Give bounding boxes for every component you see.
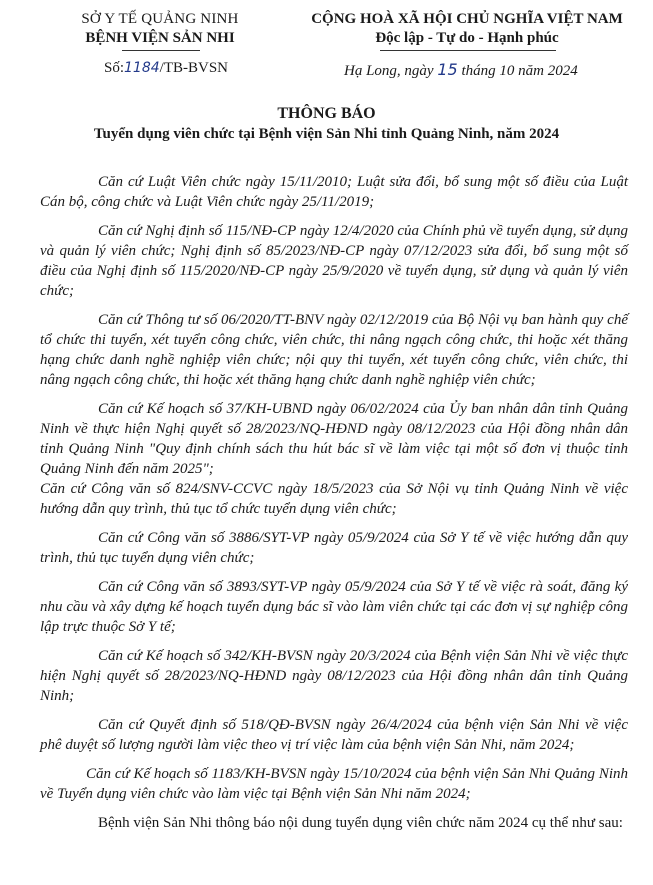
- paragraph: Căn cứ Luật Viên chức ngày 15/11/2010; Luật sửa đổi, bổ sung một số điều của Luật Cán bộ, công chức và Luật Viên chức ngày 25/11/2019;: [40, 174, 628, 210]
- place-date: [344, 60, 578, 80]
- issuer-block: [40, 10, 280, 48]
- paragraph: Căn cứ Kế hoạch số 1183/KH-BVSN ngày 15/10/2024 của bệnh viện Sản Nhi Quảng Ninh về Tuyển dụng viên chức vào làm việc tại Bệnh viện Sản Nhi năm 2024;: [40, 766, 628, 802]
- paragraph: Căn cứ Quyết định số 518/QĐ-BVSN ngày 26/4/2024 của bệnh viện Sản Nhi về việc phê duyệt số lượng người làm việc theo vị trí việc làm của bệnh viện Sản Nhi, năm 2024;: [40, 717, 628, 753]
- place-date-suffix: tháng 10 năm 2024: [461, 63, 578, 79]
- document-number: [104, 60, 228, 77]
- document-subtitle: Tuyển dụng viên chức tại Bệnh viện Sản Nhi tỉnh Quảng Ninh, năm 2024: [93, 126, 560, 142]
- document-title: THÔNG BÁO: [277, 105, 376, 122]
- national-header: [294, 10, 640, 48]
- paragraph: Căn cứ Thông tư số 06/2020/TT-BNV ngày 02/12/2019 của Bộ Nội vụ ban hành quy chế tổ chức thi tuyển, xét tuyển công chức, viên chức, thi nâng ngạch công chức, thi hoặc xét thăng hạng chức danh nghề nghiệp viên chức; nội quy thi tuyển, xét tuyển công chức, viên chức, thi nâng ngạch công chức, thi hoặc xét thăng hạng chức danh nghề nghiệp viên chức;: [40, 312, 628, 388]
- nation-name: CỘNG HOÀ XÃ HỘI CHỦ NGHĨA VIỆT NAM: [311, 11, 623, 27]
- doc-number-suffix: /TB-BVSN: [159, 60, 228, 76]
- place-date-prefix: Hạ Long, ngày: [344, 63, 434, 79]
- doc-number-handwritten: 1184: [124, 60, 160, 76]
- paragraph: Căn cứ Kế hoạch số 37/KH-UBND ngày 06/02/2024 của Ủy ban nhân dân tỉnh Quảng Ninh về thực hiện Nghị quyết số 28/2023/NQ-HĐND ngày 08/12/2023 của Hội đồng nhân dân tỉnh Quảng Ninh "Quy định chính sách thu hút bác sĩ về làm việc tại một số đơn vị thuộc tỉnh Quảng Ninh đến năm 2025";: [40, 401, 628, 477]
- motto-underline: [380, 50, 556, 51]
- day-handwritten: 15: [437, 60, 458, 79]
- paragraph: Căn cứ Kế hoạch số 342/KH-BVSN ngày 20/3/2024 của Bệnh viện Sản Nhi về việc thực hiện Nghị quyết số 28/2023/NQ-HĐND ngày 08/12/2023 của Hội đồng nhân dân tỉnh Quảng Ninh;: [40, 648, 628, 704]
- doc-number-prefix: Số:: [104, 60, 125, 76]
- organization-name: BỆNH VIỆN SẢN NHI: [85, 30, 235, 46]
- paragraph-intro: Bệnh viện Sản Nhi thông báo nội dung tuyển dụng viên chức năm 2024 cụ thể như sau:: [98, 815, 623, 831]
- document-body: [40, 172, 628, 842]
- paragraph: Căn cứ Công văn số 3893/SYT-VP ngày 05/9/2024 của Sở Y tế về việc rà soát, đăng ký nhu cầu và xây dựng kế hoạch tuyển dụng bác sĩ vào làm viên chức tại các đơn vị sự nghiệp công lập trực thuộc Sở Y tế;: [40, 579, 628, 635]
- national-motto: Độc lập - Tự do - Hạnh phúc: [375, 30, 559, 46]
- issuer-underline: [122, 50, 200, 51]
- agency-name: SỞ Y TẾ QUẢNG NINH: [81, 11, 239, 27]
- paragraph: Căn cứ Công văn số 824/SNV-CCVC ngày 18/5/2023 của Sở Nội vụ tỉnh Quảng Ninh về việc hướng dẫn quy trình, thủ tục tổ chức tuyển dụng viên chức;: [40, 481, 628, 517]
- paragraph: Căn cứ Công văn số 3886/SYT-VP ngày 05/9/2024 của Sở Y tế về việc hướng dẫn quy trình, thủ tục tuyển dụng viên chức;: [40, 530, 628, 566]
- paragraph: Căn cứ Nghị định số 115/NĐ-CP ngày 12/4/2020 của Chính phủ về tuyển dụng, sử dụng và quản lý viên chức; Nghị định số 85/2023/NĐ-CP ngày 07/12/2023 sửa đổi, bổ sung một số điều của Nghị định số 115/2020/NĐ-CP ngày 25/9/2020 về tuyển dụng, sử dụng và quản lý viên chức;: [40, 223, 628, 299]
